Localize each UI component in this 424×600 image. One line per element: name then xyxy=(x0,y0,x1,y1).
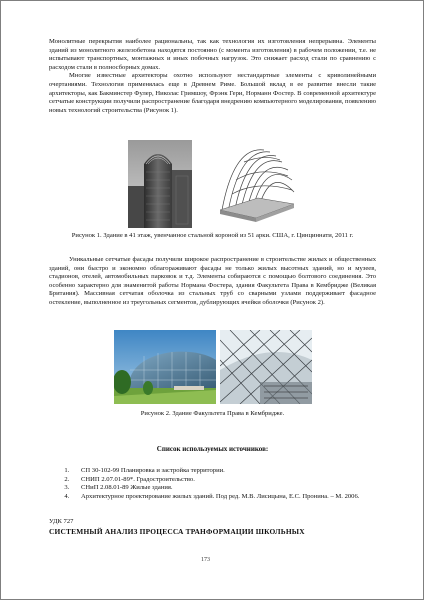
references-title: Список используемых источников: xyxy=(156,445,269,454)
reference-item: 2. СНИП 2.07.01-89*. Градостроительство. xyxy=(71,476,376,485)
paragraph-facades: Уникальные сетчатые фасады получили широкое распространение в строительстве жилых и общественных зданий, они быстро и экономно облагораживают фасады не только жилых высотных зданий, но и музеев, стадионов, отелей, автомобильных парковок и т.д. Элементы собираются с помощью болтового соединения. Это особенно характерно для знаменитой работы Нормана Фостера, здания Факультета Права в Кембридже (Великая Британия). Массивная сетчатая оболочка из стальных труб со сварными узлами поддерживает фасадное остекление, выполненное из треугольных сегментов, дублирующих ячейки оболочки (Рисунок 2). xyxy=(49,255,376,306)
references-list xyxy=(49,467,376,501)
paragraph-architects: Многие известные архитекторы охотно используют нестандартные элементы с криволинейными очертаниями. Технология применялась еще в Древнем Риме. Большой вклад в ее развитие внесли такие архитекторы, как Бакминстер Фулер, Николас Гримшоу, Фрэнк Гери, Норманн Фостер. В современной архитектуре сетчатые конструкции получили распространение благодаря внедрению компьютерного моделирования, появлению новых технологий строительства (Рисунок 1). xyxy=(49,72,376,114)
page-number: 173 xyxy=(201,557,210,563)
figure-1-caption: Рисунок 1. Здание в 41 этаж, увенчанное стальной короной из 51 арки. США, г. Цинциннати, 2011 г. xyxy=(71,232,354,240)
page-content xyxy=(49,38,376,536)
reference-item: 4. Архитектурное проектирование жилых зданий. Под ред. М.В. Лисицына, Е.С. Пронина. – М. 2006. xyxy=(71,493,376,502)
law-faculty-interior-photo xyxy=(220,330,312,404)
tower-photo xyxy=(128,140,192,228)
next-article-title: СИСТЕМНЫЙ АНАЛИЗ ПРОЦЕССА ТРАНФОРМАЦИИ ШКОЛЬНЫХ xyxy=(49,527,305,537)
figure-2-caption: Рисунок 2. Здание Факультета Права в Кембридже. xyxy=(140,409,285,417)
reference-item: 1. СП 30-102-99 Планировка и застройка территории. xyxy=(71,467,376,476)
figure-2-images xyxy=(49,330,376,404)
arch-crown-model xyxy=(214,140,298,222)
reference-item: 3. СНиП 2.08.01-89 Жилые здания. xyxy=(71,484,376,493)
udk-code: УДК 727 xyxy=(49,518,74,526)
law-faculty-exterior-photo xyxy=(114,330,216,404)
paragraph-monolithic: Монолитные перекрытия наиболее рациональны, так как технология их изготовления непрерывна. Элементы зданий из монолитного железобетона находятся постоянно (с момента изготовления) в рабочем положении, т.е. не испытывают транспортных, монтажных и иных побочных нагрузок. Это снижает расход стали по сравнению с расходом стали в полносборных домах. xyxy=(49,38,376,71)
figure-1-images xyxy=(49,140,376,228)
